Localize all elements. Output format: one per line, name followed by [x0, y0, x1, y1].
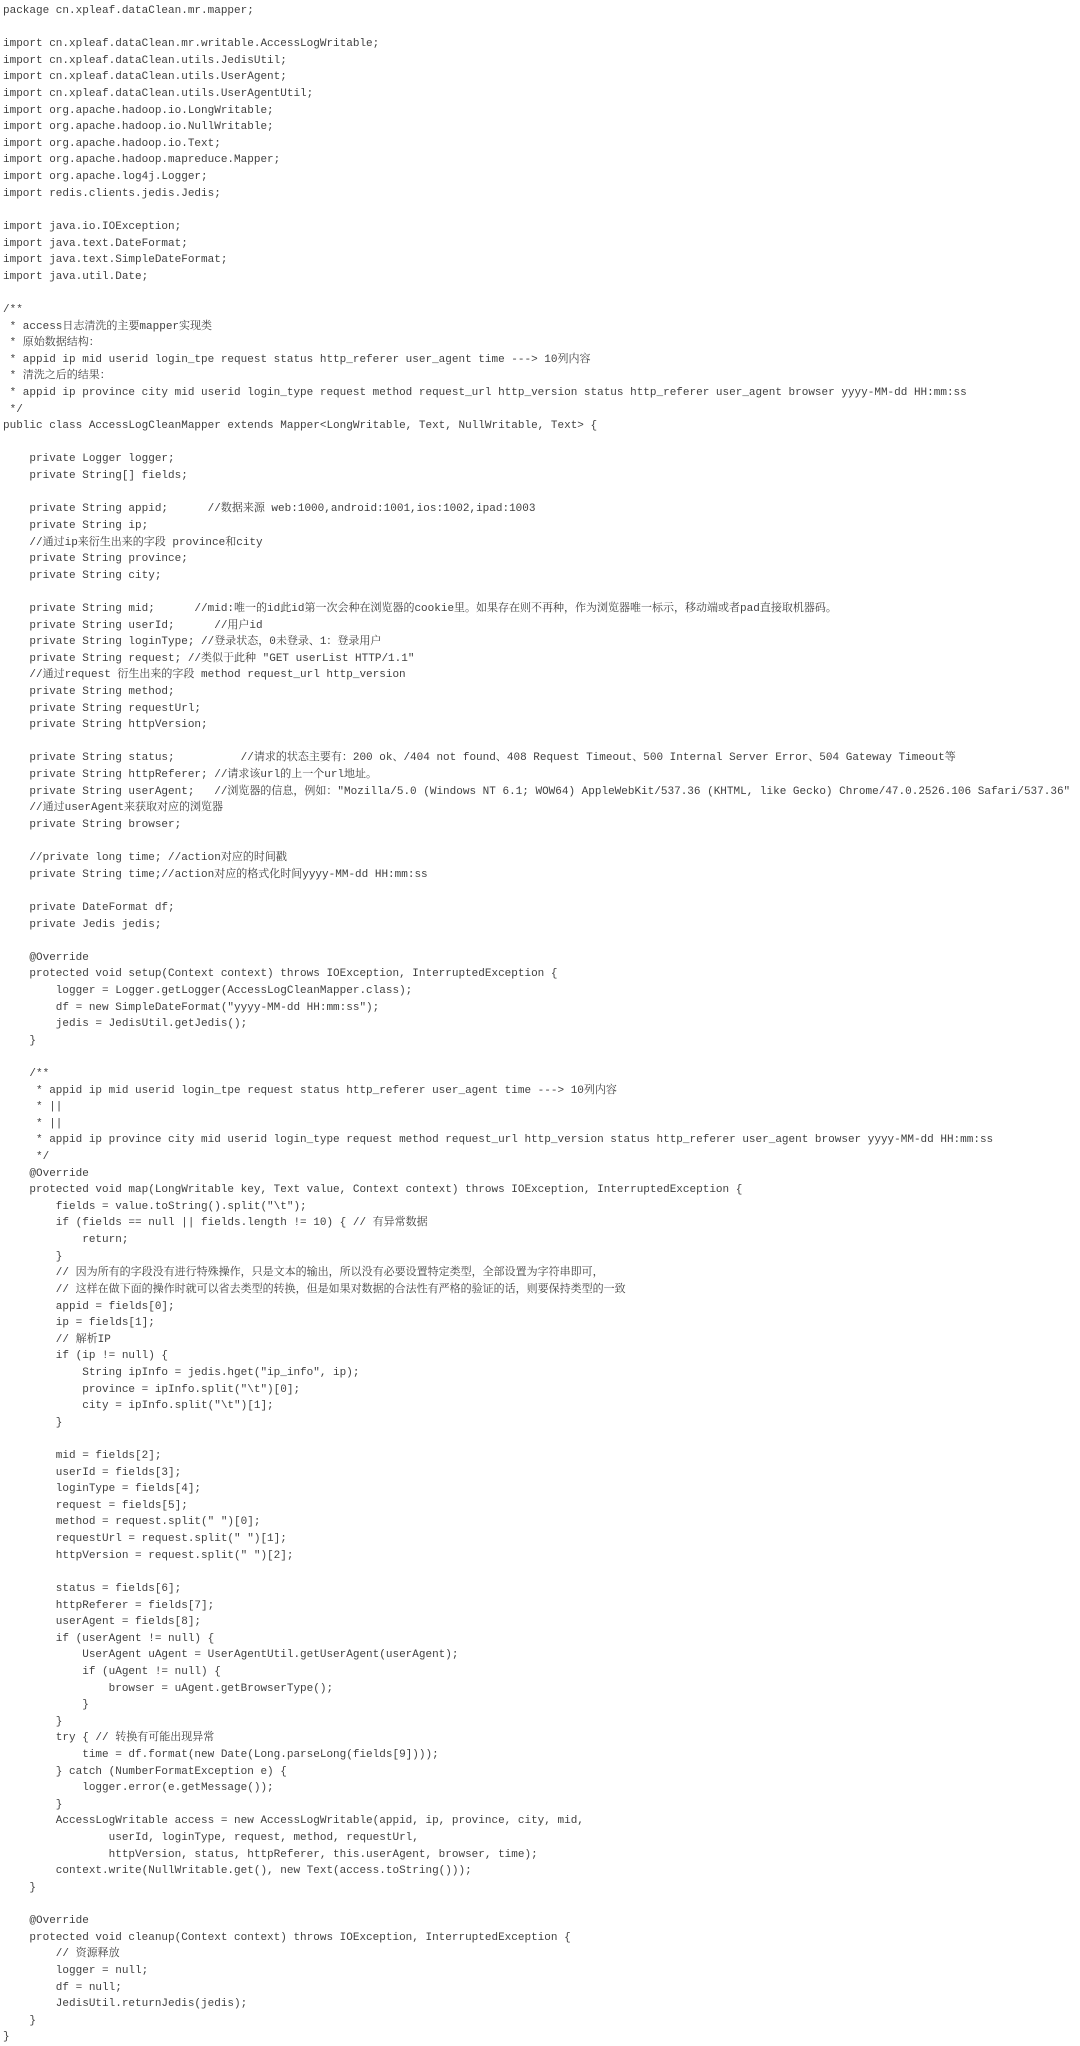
code-line	[3, 485, 1080, 502]
code-line: httpVersion, status, httpReferer, this.userAgent, browser, time);	[3, 1848, 538, 1861]
code-line: context.write(NullWritable.get(), new Text(access.toString()));	[3, 1865, 472, 1878]
code-line: private String httpReferer; //请求该url的上一个url地址。	[3, 769, 378, 782]
code-line: //通过ip来衍生出来的字段 province和city	[3, 536, 263, 549]
code-line: private String requestUrl;	[3, 702, 202, 715]
code-line: //通过request 衍生出来的字段 method request_url http_version	[3, 669, 406, 682]
code-line: private String browser;	[3, 818, 182, 831]
code-line: browser = uAgent.getBrowserType();	[3, 1682, 334, 1695]
code-line: if (ip != null) {	[3, 1350, 169, 1363]
code-line: @Override	[3, 1915, 89, 1928]
code-line: appid = fields[0];	[3, 1300, 175, 1313]
code-line: private String userAgent; //浏览器的信息，例如："Mozilla/5.0 (Windows NT 6.1; WOW64) AppleWebKit/537.36 (KHTML, like Gecko) Chrome/47.0.2526.106 Safari/537.36"	[3, 785, 1071, 798]
code-line	[3, 285, 1080, 302]
code-line	[3, 833, 1080, 850]
code-line: return;	[3, 1234, 129, 1247]
code-line	[3, 435, 1080, 452]
code-line: }	[3, 1798, 63, 1811]
code-line: import java.text.SimpleDateFormat;	[3, 254, 228, 267]
code-line: /**	[3, 303, 23, 316]
code-line: public class AccessLogCleanMapper extends Mapper<LongWritable, Text, NullWritable, Text> {	[3, 420, 598, 433]
code-line: * 清洗之后的结果：	[3, 370, 111, 383]
code-line	[3, 734, 1080, 751]
code-line: // 因为所有的字段没有进行特殊操作，只是文本的输出，所以没有必要设置特定类型，全部设置为字符串即可，	[3, 1267, 604, 1280]
code-line: df = null;	[3, 1981, 122, 1994]
code-line: package cn.xpleaf.dataClean.mr.mapper;	[3, 5, 254, 17]
code-line: try { // 转换有可能出现异常	[3, 1732, 215, 1745]
code-line	[3, 883, 1080, 900]
code-line: private String mid; //mid:唯一的id此id第一次会种在浏览器的cookie里。如果存在则不再种，作为浏览器唯一标示，移动端或者pad直接取机器码。	[3, 602, 837, 615]
code-line: import java.io.IOException;	[3, 220, 182, 233]
code-line: */	[3, 1151, 50, 1164]
code-line: protected void map(LongWritable key, Text value, Context context) throws IOException, InterruptedException {	[3, 1184, 743, 1197]
code-line: method = request.split(" ")[0];	[3, 1516, 261, 1529]
code-line: userId = fields[3];	[3, 1466, 182, 1479]
code-line: * ||	[3, 1101, 63, 1114]
code-line: }	[3, 1250, 63, 1263]
code-line: time = df.format(new Date(Long.parseLong(fields[9])));	[3, 1748, 439, 1761]
code-line: private String province;	[3, 553, 188, 566]
code-line: /**	[3, 1068, 50, 1080]
code-line: // 资源释放	[3, 1948, 120, 1961]
code-line: private String[] fields;	[3, 470, 188, 483]
code-line: mid = fields[2];	[3, 1450, 162, 1463]
code-line: }	[3, 1881, 37, 1894]
code-line: if (userAgent != null) {	[3, 1632, 215, 1645]
code-line: private String request; //类似于此种 "GET userList HTTP/1.1"	[3, 652, 415, 665]
code-line: protected void setup(Context context) throws IOException, InterruptedException {	[3, 968, 558, 981]
code-line: requestUrl = request.split(" ")[1];	[3, 1533, 287, 1546]
code-line	[3, 1896, 1080, 1913]
code-line: * appid ip province city mid userid login_type request method request_url http_version status http_referer user_agent browser yyyy-MM-dd HH:mm:ss	[3, 387, 967, 400]
code-line: }	[3, 1416, 63, 1429]
code-line: import java.util.Date;	[3, 270, 149, 283]
code-line: private String time;//action对应的格式化时间yyyy-MM-dd HH:mm:ss	[3, 868, 428, 881]
code-line: logger = Logger.getLogger(AccessLogCleanMapper.class);	[3, 984, 413, 997]
code-line: import cn.xpleaf.dataClean.utils.UserAgent;	[3, 71, 287, 84]
code-line: import org.apache.hadoop.io.LongWritable;	[3, 104, 274, 117]
code-line: logger = null;	[3, 1964, 149, 1977]
code-line: }	[3, 1715, 63, 1728]
code-line: @Override	[3, 1167, 89, 1180]
code-line: import cn.xpleaf.dataClean.utils.JedisUtil;	[3, 54, 287, 67]
code-line: UserAgent uAgent = UserAgentUtil.getUserAgent(userAgent);	[3, 1649, 459, 1662]
code-line: logger.error(e.getMessage());	[3, 1782, 274, 1795]
code-line: import redis.clients.jedis.Jedis;	[3, 187, 221, 200]
code-line: jedis = JedisUtil.getJedis();	[3, 1018, 248, 1031]
code-line: fields = value.toString().split("\t");	[3, 1200, 307, 1213]
code-line: private Logger logger;	[3, 453, 175, 466]
code-line: }	[3, 1034, 37, 1047]
code-line	[3, 1564, 1080, 1581]
code-line	[3, 1431, 1080, 1448]
code-line: String ipInfo = jedis.hget("ip_info", ip);	[3, 1366, 360, 1379]
code-line: AccessLogWritable access = new AccessLogWritable(appid, ip, province, city, mid,	[3, 1815, 584, 1828]
code-line: userAgent = fields[8];	[3, 1616, 202, 1629]
code-line: httpVersion = request.split(" ")[2];	[3, 1549, 294, 1562]
code-line: userId, loginType, request, method, requestUrl,	[3, 1832, 419, 1845]
code-line	[3, 1049, 1080, 1066]
code-line: private DateFormat df;	[3, 901, 175, 914]
code-line: import org.apache.hadoop.io.Text;	[3, 137, 221, 150]
code-line: } catch (NumberFormatException e) {	[3, 1765, 287, 1778]
code-line: }	[3, 1699, 89, 1712]
code-line: import cn.xpleaf.dataClean.mr.writable.AccessLogWritable;	[3, 38, 380, 51]
code-line	[3, 202, 1080, 219]
code-line: JedisUtil.returnJedis(jedis);	[3, 1998, 248, 2011]
code-line: * appid ip province city mid userid login_type request method request_url http_version status http_referer user_agent browser yyyy-MM-dd HH:mm:ss	[3, 1134, 994, 1147]
code-line: private String appid; //数据来源 web:1000,android:1001,ios:1002,ipad:1003	[3, 503, 536, 516]
code-line: private String ip;	[3, 519, 149, 532]
code-line: private String userId; //用户id	[3, 619, 263, 632]
code-line: * access日志清洗的主要mapper实现类	[3, 320, 213, 333]
code-line	[3, 20, 1080, 37]
code-line: */	[3, 403, 23, 416]
code-line: ip = fields[1];	[3, 1317, 155, 1330]
code-line: import java.text.DateFormat;	[3, 237, 188, 250]
code-line: import cn.xpleaf.dataClean.utils.UserAgentUtil;	[3, 88, 314, 101]
code-lines	[3, 3, 1080, 2046]
code-line: df = new SimpleDateFormat("yyyy-MM-dd HH:mm:ss");	[3, 1001, 380, 1014]
code-line: // 这样在做下面的操作时就可以省去类型的转换，但是如果对数据的合法性有严格的验证的话，则要保持类型的一致	[3, 1283, 626, 1296]
code-line: //private long time; //action对应的时间戳	[3, 852, 287, 865]
code-line: @Override	[3, 951, 89, 964]
code-line: private String method;	[3, 685, 175, 698]
code-line: * 原始数据结构：	[3, 337, 100, 350]
code-line: }	[3, 2014, 37, 2027]
code-line: city = ipInfo.split("\t")[1];	[3, 1400, 274, 1413]
code-line: province = ipInfo.split("\t")[0];	[3, 1383, 301, 1396]
code-line	[3, 584, 1080, 601]
code-line: import org.apache.log4j.Logger;	[3, 171, 208, 184]
code-line: private Jedis jedis;	[3, 918, 162, 931]
code-line: private String httpVersion;	[3, 719, 208, 732]
code-line: }	[3, 2031, 10, 2044]
code-line: httpReferer = fields[7];	[3, 1599, 215, 1612]
code-line: private String city;	[3, 569, 162, 582]
code-line: private String status; //请求的状态主要有：200 ok、/404 not found、408 Request Timeout、500 Internal Server Error、504 Gateway Timeout等	[3, 752, 956, 765]
code-line	[3, 933, 1080, 950]
code-line: request = fields[5];	[3, 1499, 188, 1512]
code-line: import org.apache.hadoop.mapreduce.Mapper;	[3, 154, 281, 167]
code-line: //通过userAgent来获取对应的浏览器	[3, 802, 224, 815]
code-line: private String loginType; //登录状态，0未登录、1：登录用户	[3, 636, 382, 649]
code-line: * ||	[3, 1117, 63, 1130]
code-line: * appid ip mid userid login_tpe request status http_referer user_agent time ---> 10列内容	[3, 1084, 617, 1097]
code-line: loginType = fields[4];	[3, 1483, 202, 1496]
code-line: // 解析IP	[3, 1333, 111, 1346]
code-line: import org.apache.hadoop.io.NullWritable;	[3, 121, 274, 134]
code-line: status = fields[6];	[3, 1582, 182, 1595]
code-line: * appid ip mid userid login_tpe request status http_referer user_agent time ---> 10列内容	[3, 353, 591, 366]
code-line: if (fields == null || fields.length != 10) { // 有异常数据	[3, 1217, 428, 1230]
code-line: if (uAgent != null) {	[3, 1665, 221, 1678]
code-line: protected void cleanup(Context context) throws IOException, InterruptedException {	[3, 1931, 571, 1944]
